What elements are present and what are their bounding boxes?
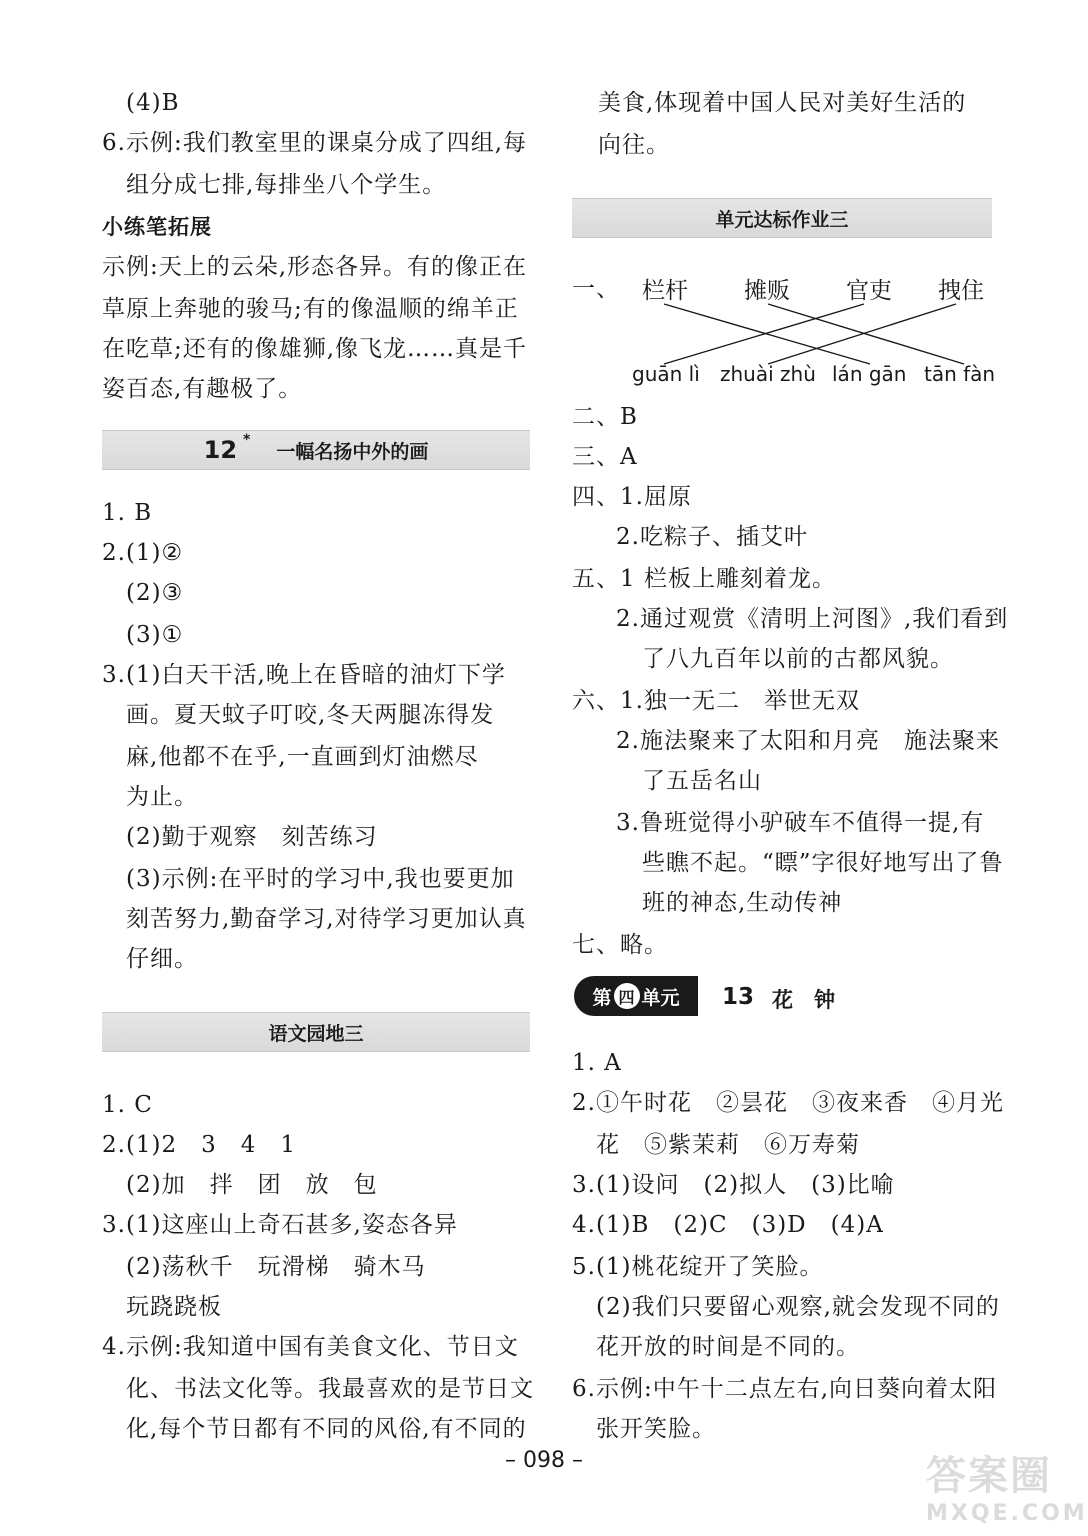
- lesson-12-header: [102, 430, 530, 470]
- answer-line: 草原上奔驰的骏马;有的像温顺的绵羊正: [102, 296, 519, 322]
- answer-line: (3)①: [126, 622, 184, 648]
- match-pinyin: zhuài zhù: [720, 362, 816, 386]
- lesson-13-title: 花 钟: [772, 988, 835, 1012]
- answer-line: 3.鲁班觉得小驴破车不值得一提,有: [616, 810, 985, 836]
- answer-line: (2)③: [126, 580, 184, 606]
- answer-line: 二、B: [572, 404, 638, 430]
- answer-line: 化,每个节日都有不同的风俗,有不同的: [126, 1416, 527, 1442]
- unit-tag-suffix: 单元: [641, 986, 680, 1009]
- answer-line: 4.(1)B (2)C (3)D (4)A: [572, 1212, 884, 1238]
- garden-header: [102, 1012, 530, 1052]
- answer-line: 3.(1)这座山上奇石甚多,姿态各异: [102, 1212, 458, 1238]
- lesson-title: 一幅名扬中外的画: [276, 440, 429, 463]
- watermark-logo: [926, 1444, 1088, 1530]
- answer-line: 三、A: [572, 444, 638, 470]
- page-number: – 098 –: [505, 1448, 583, 1473]
- answer-line: 为止。: [126, 784, 198, 810]
- answer-line: 花开放的时间是不同的。: [596, 1334, 860, 1360]
- match-pinyin: tān fàn: [924, 362, 996, 386]
- answer-line: 了八九百年以前的古都风貌。: [642, 646, 954, 672]
- answer-line: (4)B: [126, 90, 180, 116]
- answer-line: (2)我们只要留心观察,就会发现不同的: [596, 1294, 1000, 1320]
- answer-line: 四、1.屈原: [572, 484, 692, 510]
- answer-line: 2.施法聚来了太阳和月亮 施法聚来: [616, 728, 1000, 754]
- answer-line: 4.示例:我知道中国有美食文化、节日文: [102, 1334, 519, 1360]
- answer-line: 美食,体现着中国人民对美好生活的: [598, 90, 967, 116]
- match-lines: [572, 300, 1002, 370]
- answer-line: (2)勤于观察 刻苦练习: [126, 824, 378, 850]
- answer-line: 画。夏天蚊子叮咬,冬天两腿冻得发: [126, 702, 495, 728]
- answer-line: 玩跷跷板: [126, 1294, 222, 1320]
- answer-line: 2.通过观赏《清明上河图》,我们看到: [616, 606, 1009, 632]
- answer-line: 花 ⑤紫茉莉 ⑥万寿菊: [596, 1132, 860, 1158]
- answer-line: 在吃草;还有的像雄狮,像飞龙……真是千: [102, 336, 528, 362]
- answer-line: 3.(1)设问 (2)拟人 (3)比喻: [572, 1172, 895, 1198]
- answer-line: 姿百态,有趣极了。: [102, 376, 303, 402]
- unit-test-title: 单元达标作业三: [715, 208, 849, 231]
- answer-line: 1. C: [102, 1092, 153, 1118]
- answer-line: 2.①午时花 ②昙花 ③夜来香 ④月光: [572, 1090, 1004, 1116]
- watermark-line1: 答案圈: [926, 1453, 1052, 1499]
- answer-line: 组分成七排,每排坐八个学生。: [126, 172, 447, 198]
- lesson-13-number: 13: [722, 984, 755, 1010]
- lesson-star: *: [243, 432, 251, 448]
- match-word: 栏杆: [642, 278, 688, 304]
- answer-line: (2)加 拌 团 放 包: [126, 1172, 378, 1198]
- answer-line: 刻苦努力,勤奋学习,对待学习更加认真: [126, 906, 527, 932]
- garden-title: 语文园地三: [268, 1022, 364, 1045]
- match-word: 官吏: [846, 278, 892, 304]
- unit-tag-number: 四: [614, 983, 640, 1009]
- answer-line: 仔细。: [126, 946, 198, 972]
- answer-line: 6.示例:我们教室里的课桌分成了四组,每: [102, 130, 528, 156]
- answer-line: 了五岳名山: [642, 768, 762, 794]
- answer-line: 示例:天上的云朵,形态各异。有的像正在: [102, 254, 528, 280]
- answer-line: 向往。: [598, 132, 670, 158]
- answer-line: 1. A: [572, 1050, 622, 1076]
- answer-line: 3.(1)白天干活,晚上在昏暗的油灯下学: [102, 662, 506, 688]
- match-pinyin: guān lì: [632, 362, 700, 386]
- match-pinyin: lán gān: [832, 362, 907, 386]
- answer-line: 2.吃粽子、插艾叶: [616, 524, 808, 550]
- unit-test-header: [572, 198, 992, 238]
- answer-line: 1. B: [102, 500, 153, 526]
- extension-heading: 小练笔拓展: [102, 215, 212, 239]
- answer-line: (2)荡秋千 玩滑梯 骑木马: [126, 1254, 426, 1280]
- answer-line: 化、书法文化等。我最喜欢的是节日文: [126, 1376, 534, 1402]
- answer-line: 2.(1)2 3 4 1: [102, 1132, 297, 1158]
- lesson-number: 12: [203, 436, 238, 464]
- answer-line: 张开笑脸。: [596, 1416, 716, 1442]
- answer-line: 6.示例:中午十二点左右,向日葵向着太阳: [572, 1376, 998, 1402]
- answer-line: (3)示例:在平时的学习中,我也要更加: [126, 866, 515, 892]
- match-label: 一、: [572, 276, 620, 302]
- answer-line: 六、1.独一无二 举世无双: [572, 688, 860, 714]
- match-word: 拽住: [938, 278, 984, 304]
- match-word: 摊贩: [744, 278, 790, 304]
- watermark-line2: MXQE.COM: [926, 1501, 1088, 1526]
- answer-line: 班的神态,生动传神: [642, 890, 843, 916]
- answer-line: 5.(1)桃花绽开了笑脸。: [572, 1254, 824, 1280]
- unit-four-tag: [574, 976, 698, 1016]
- answer-line: 2.(1)②: [102, 540, 184, 566]
- answer-line: 麻,他都不在乎,一直画到灯油燃尽: [126, 744, 479, 770]
- answer-line: 五、1 栏板上雕刻着龙。: [572, 566, 836, 592]
- answer-line: 些瞧不起。“瞟”字很好地写出了鲁: [642, 850, 1004, 876]
- unit-tag-prefix: 第: [592, 986, 612, 1009]
- answer-line: 七、略。: [572, 932, 668, 958]
